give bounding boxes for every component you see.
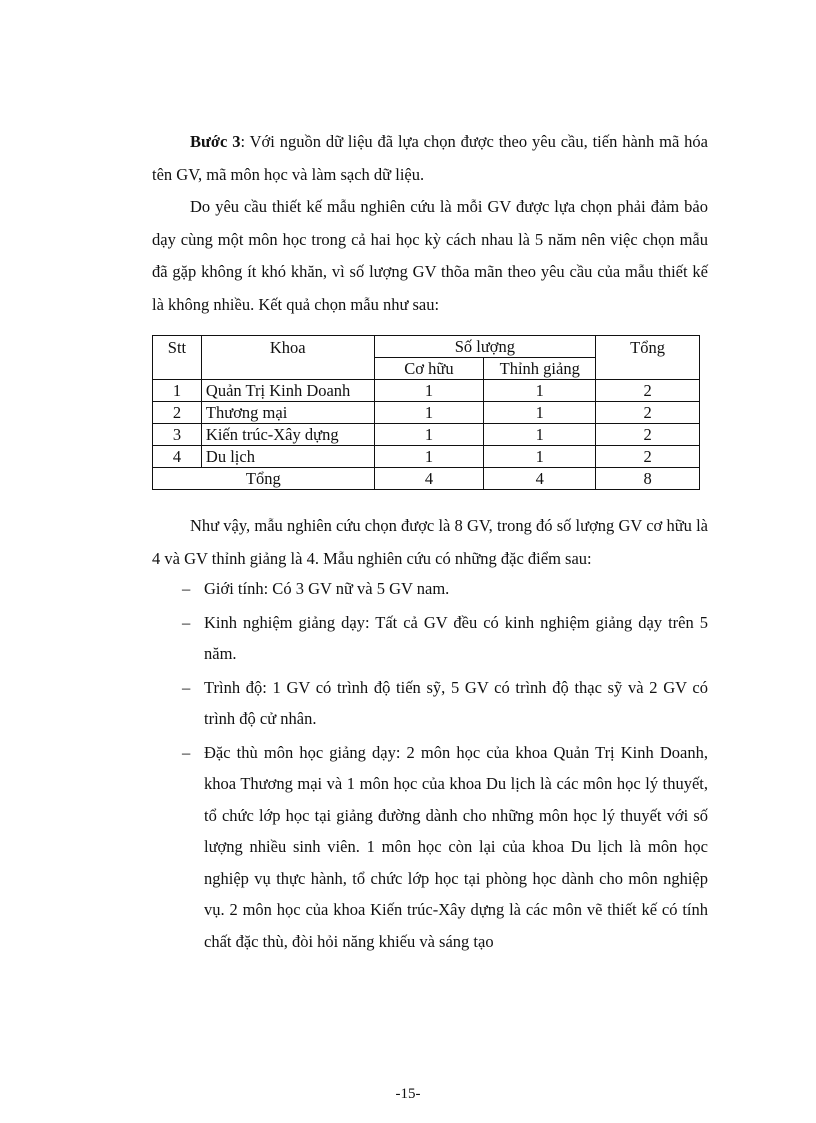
total-co-huu: 4 [374, 468, 484, 490]
list-item [152, 573, 708, 605]
header-stt: Stt [153, 336, 202, 380]
cell-stt: 1 [153, 380, 202, 402]
cell-stt: 4 [153, 446, 202, 468]
cell-khoa: Quản Trị Kinh Doanh [201, 380, 374, 402]
table-row [153, 380, 700, 402]
cell-thinh-giang: 1 [484, 424, 596, 446]
list-item-text: Kinh nghiệm giảng dạy: Tất cả GV đều có kinh nghiệm giảng dạy trên 5 năm. [204, 612, 708, 663]
table-header-row [153, 336, 700, 358]
sampling-design-text: Do yêu cầu thiết kế mẫu nghiên cứu là mỗi GV được lựa chọn phải đảm bảo dạy cùng một môn học trong cả hai học kỳ cách nhau là 5 năm nên việc chọn mẫu đã gặp không ít khó khăn, vì số lượng GV thõa mãn theo yêu cầu của mẫu thiết kế là không nhiều. Kết quả chọn mẫu như sau: [152, 197, 708, 314]
page-number: -15- [395, 1086, 421, 1102]
paragraph-sampling-design [152, 191, 708, 321]
cell-thinh-giang: 1 [484, 380, 596, 402]
table-total-row [153, 468, 700, 490]
dash-bullet: – [182, 579, 191, 598]
cell-stt: 3 [153, 424, 202, 446]
cell-thinh-giang: 1 [484, 446, 596, 468]
cell-co-huu: 1 [374, 402, 484, 424]
cell-thinh-giang: 1 [484, 402, 596, 424]
total-label: Tổng [153, 468, 375, 490]
cell-khoa: Du lịch [201, 446, 374, 468]
list-item-text: Trình độ: 1 GV có trình độ tiến sỹ, 5 GV có trình độ thạc sỹ và 2 GV có trình độ cử nhân. [204, 677, 708, 728]
list-item [152, 672, 708, 735]
header-thinh-giang: Thỉnh giảng [484, 358, 596, 380]
cell-khoa: Thương mại [201, 402, 374, 424]
cell-tong: 2 [596, 402, 700, 424]
header-so-luong: Số lượng [374, 336, 596, 358]
step-3-heading: Bước 3 [190, 132, 241, 151]
table-row [153, 424, 700, 446]
list-item-text: Đặc thù môn học giảng dạy: 2 môn học của khoa Quản Trị Kinh Doanh, khoa Thương mại và 1 môn học của khoa Du lịch là các môn học lý thuyết, tổ chức lớp học tại giảng đường dành cho những môn học lý thuyết với số lượng nhiều sinh viên. 1 môn học còn lại của khoa Du lịch là môn học nghiệp vụ thực hành, tổ chức lớp học tại phòng học dành cho môn nghiệp vụ. 2 môn học của khoa Kiến trúc-Xây dựng là các môn vẽ thiết kế có tính chất đặc thù, đòi hỏi năng khiếu và sáng tạo [204, 742, 708, 951]
header-co-huu: Cơ hữu [374, 358, 484, 380]
total-tong: 8 [596, 468, 700, 490]
dash-bullet: – [182, 612, 191, 632]
header-khoa: Khoa [201, 336, 374, 380]
paragraph-sample-summary [152, 510, 708, 575]
dash-bullet: – [182, 677, 191, 697]
list-item [152, 737, 708, 958]
sample-summary-text: Như vậy, mẫu nghiên cứu chọn được là 8 GV, trong đó số lượng GV cơ hữu là 4 và GV thỉnh giảng là 4. Mẫu nghiên cứu có những đặc điểm sau: [152, 516, 708, 568]
characteristics-list [152, 573, 708, 957]
cell-co-huu: 1 [374, 446, 484, 468]
list-item-text: Giới tính: Có 3 GV nữ và 5 GV nam. [204, 579, 450, 598]
cell-tong: 2 [596, 446, 700, 468]
cell-co-huu: 1 [374, 380, 484, 402]
paragraph-step-3 [152, 126, 708, 191]
cell-khoa: Kiến trúc-Xây dựng [201, 424, 374, 446]
table-row [153, 446, 700, 468]
table-row [153, 402, 700, 424]
cell-co-huu: 1 [374, 424, 484, 446]
sample-table [152, 335, 700, 490]
cell-tong: 2 [596, 424, 700, 446]
cell-tong: 2 [596, 380, 700, 402]
total-thinh-giang: 4 [484, 468, 596, 490]
cell-stt: 2 [153, 402, 202, 424]
list-item [152, 607, 708, 670]
header-tong: Tổng [596, 336, 700, 380]
step-3-text: : Với nguồn dữ liệu đã lựa chọn được theo yêu cầu, tiến hành mã hóa tên GV, mã môn học và làm sạch dữ liệu. [152, 132, 708, 184]
dash-bullet: – [182, 742, 191, 762]
